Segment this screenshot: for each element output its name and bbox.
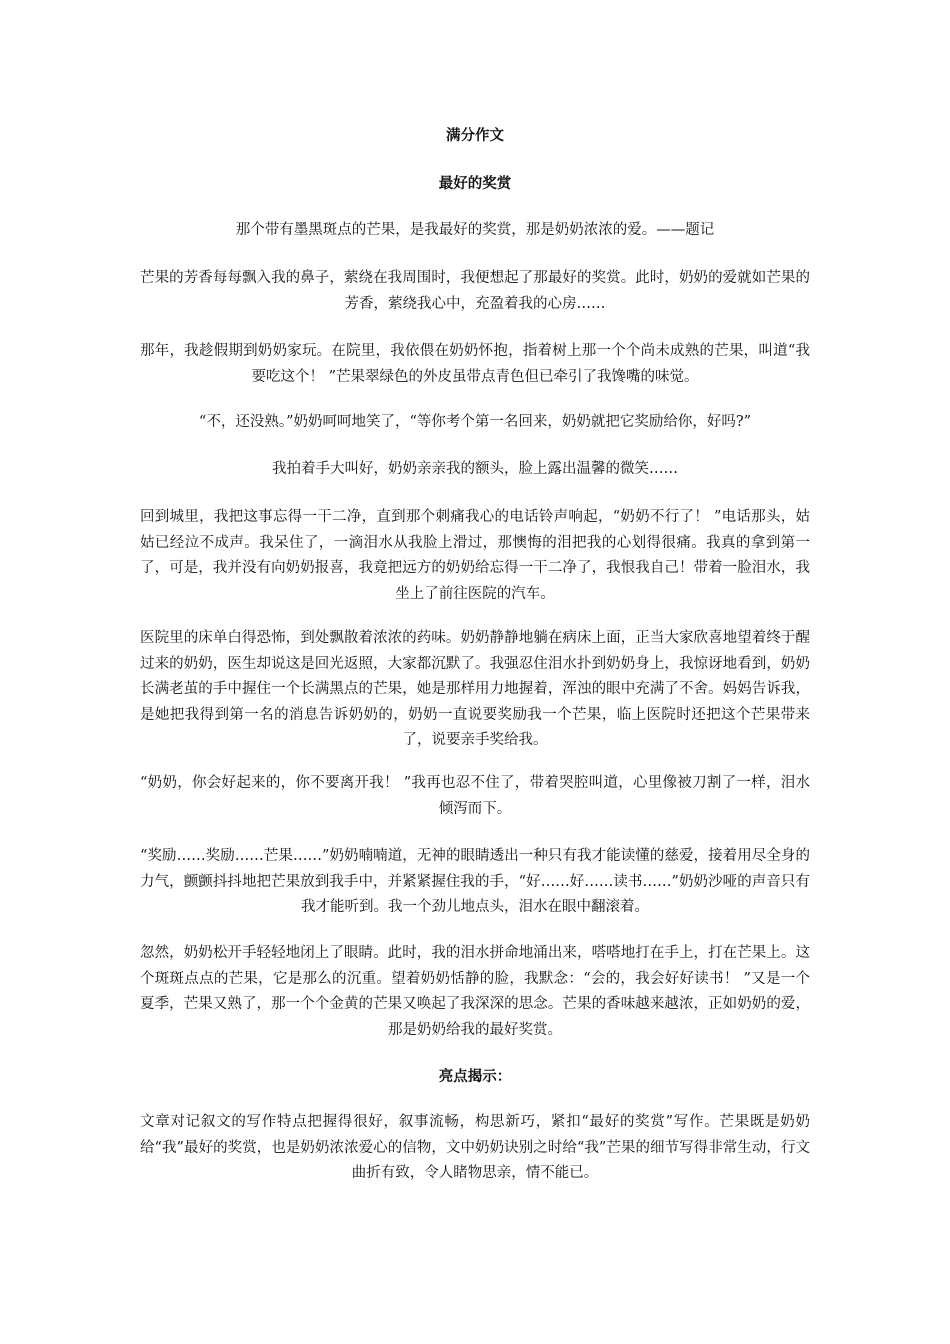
body-paragraph: “奖励……奖励……芒果……”奶奶喃喃道，无神的眼睛透出一种只有我才能读懂的慈爱，接着用尽全身的力气，颤颤抖抖地把芒果放到我手中，并紧紧握住我的手，“好……好……读书……”奶奶沙哑的声音只有我才能听到。我一个劲儿地点头，泪水在眼中翻滚着。 (140, 848, 810, 915)
document-title: 满分作文 (446, 127, 504, 144)
body-paragraph: 那年，我趁假期到奶奶家玩。在院里，我依偎在奶奶怀抱，指着树上那一个个尚未成熟的芒果，叫道“我要吃这个！ ”芒果翠绿色的外皮虽带点青色但已牵引了我馋嘴的味觉。 (140, 343, 810, 385)
body-paragraph: 医院里的床单白得恐怖，到处飘散着浓浓的药味。奶奶静静地躺在病床上面，正当大家欣喜地望着终于醒过来的奶奶，医生却说这是回光返照，大家都沉默了。我强忍住泪水扑到奶奶身上，我惊讶地看到，奶奶长满老茧的手中握住一个长满黑点的芒果，她是那样用力地握着，浑浊的眼中充满了不舍。妈妈告诉我，是她把我得到第一名的消息告诉奶奶的，奶奶一直说要奖励我一个芒果，临上医院时还把这个芒果带来了，说要亲手奖给我。 (140, 630, 810, 748)
body-paragraph: 芒果的芳香每每飘入我的鼻子，萦绕在我周围时，我便想起了那最好的奖赏。此时，奶奶的爱就如芒果的芳香，萦绕我心中，充盈着我的心房…… (140, 270, 810, 312)
essay-title: 最好的奖赏 (438, 175, 512, 192)
body-paragraph: 我拍着手大叫好，奶奶亲亲我的额头，脸上露出温馨的微笑…… (272, 461, 678, 477)
body-paragraph: 回到城里，我把这事忘得一干二净，直到那个刺痛我心的电话铃声响起，“奶奶不行了！ ”电话那头，姑姑已经泣不成声。我呆住了，一滴泪水从我脸上滑过，那懊悔的泪把我的心划得很痛。我真的拿到第一了，可是，我并没有向奶奶报喜，我竟把远方的奶奶给忘得一干二净了，我恨我自己！带着一脸泪水，我坐上了前往医院的汽车。 (140, 509, 810, 602)
body-paragraph: “不，还没熟。”奶奶呵呵地笑了，“等你考个第一名回来，奶奶就把它奖励给你，好吗?” (198, 414, 752, 430)
body-paragraph: 忽然，奶奶松开手轻轻地闭上了眼睛。此时，我的泪水拼命地涌出来，嗒嗒地打在手上，打在芒果上。这个斑斑点点的芒果，它是那么的沉重。望着奶奶恬静的脸，我默念：“会的，我会好好读书！ ”又是一个夏季，芒果又熟了，那一个个金黄的芒果又唤起了我深深的思念。芒果的香味越来越浓，正如奶奶的爱，那是奶奶给我的最好奖赏。 (140, 945, 810, 1038)
highlight-paragraph: 文章对记叙文的写作特点把握得很好，叙事流畅，构思新巧，紧扣“最好的奖赏”写作。芒果既是奶奶给“我”最好的奖赏，也是奶奶浓浓爱心的信物，文中奶奶诀别之时给“我”芒果的细节写得非常生动，行文曲折有致，令人睹物思亲，情不能已。 (140, 1114, 810, 1181)
epigraph-paragraph: 那个带有墨黑斑点的芒果，是我最好的奖赏，那是奶奶浓浓的爱。——题记 (235, 222, 715, 238)
highlight-heading: 亮点揭示： (438, 1068, 512, 1085)
body-paragraph: “奶奶，你会好起来的，你不要离开我！ ”我再也忍不住了，带着哭腔叫道，心里像被刀割了一样，泪水倾泻而下。 (140, 775, 810, 817)
